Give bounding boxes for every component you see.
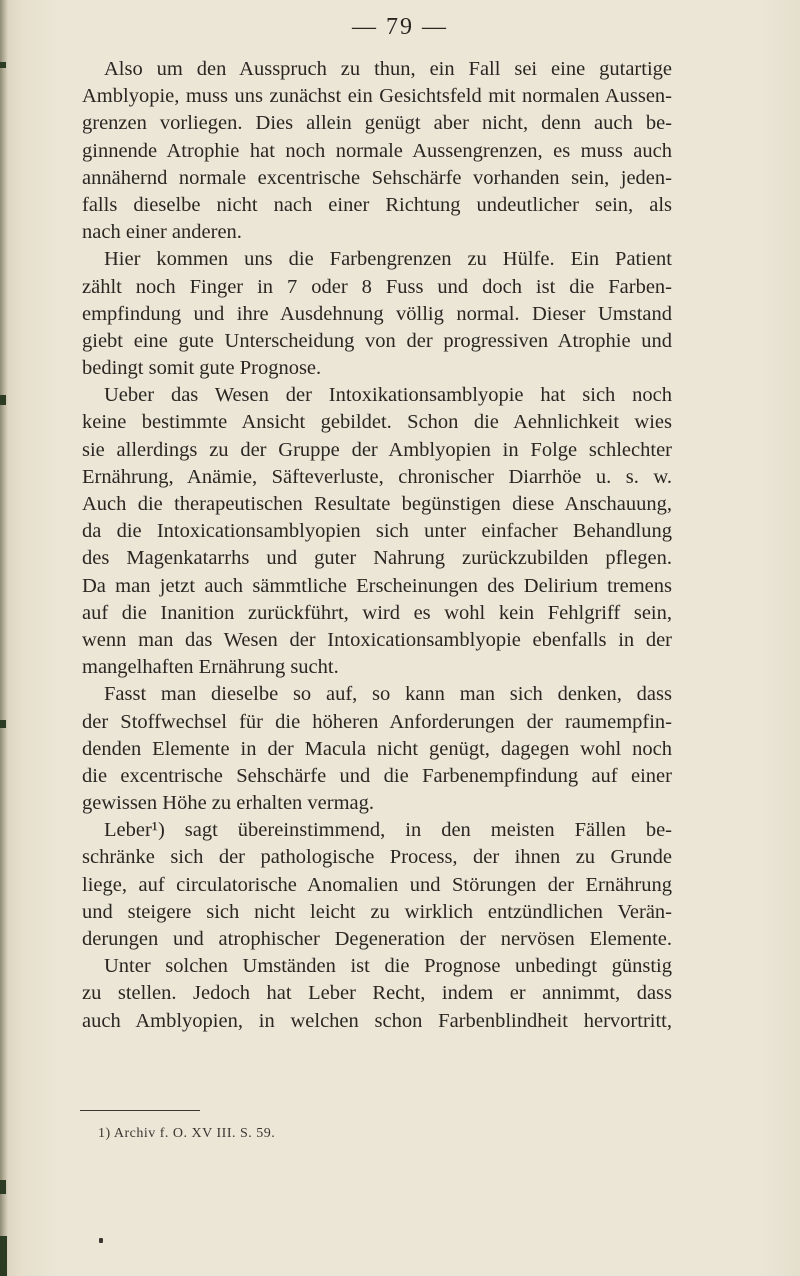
text-line: zu stellen. Jedoch hat Leber Recht, indem er annimmt, dass: [82, 982, 672, 1005]
footnote-rule: [80, 1110, 200, 1111]
text-line: Leber¹) sagt übereinstimmend, in den meisten Fällen be-: [104, 819, 672, 842]
text-line: Ernährung, Anämie, Säfteverluste, chronischer Diarrhöe u. s. w.: [82, 465, 672, 488]
text-line: gewissen Höhe zu erhalten vermag.: [82, 792, 375, 815]
text-line: giebt eine gute Unterscheidung von der progressiven Atrophie und: [82, 329, 672, 352]
text-line: zählt noch Finger in 7 oder 8 Fuss und doch ist die Farben-: [82, 275, 672, 298]
page-number: — 79 —: [352, 14, 448, 40]
text-line: empfindung und ihre Ausdehnung völlig normal. Dieser Umstand: [82, 302, 672, 325]
text-line: des Magenkatarrhs und guter Nahrung zurückzubilden pflegen.: [82, 547, 672, 570]
text-line: ginnende Atrophie hat noch normale Aussengrenzen, es muss auch: [82, 139, 672, 162]
text-line: bedingt somit gute Prognose.: [82, 357, 322, 380]
footnote: 1) Archiv f. O. XV III. S. 59.: [98, 1126, 276, 1141]
text-line: auf die Inanition zurückführt, wird es wohl kein Fehlgriff sein,: [82, 601, 672, 624]
text-line: grenzen vorliegen. Dies allein genügt aber nicht, denn auch be-: [82, 112, 672, 135]
text-line: und steigere sich nicht leicht zu wirklich entzündlichen Verän-: [82, 900, 672, 923]
text-line: Ueber das Wesen der Intoxikationsamblyopie hat sich noch: [104, 384, 672, 407]
ink-speck: [99, 1238, 103, 1243]
text-line: Hier kommen uns die Farbengrenzen zu Hülfe. Ein Patient: [104, 248, 672, 271]
text-line: Auch die therapeutischen Resultate begünstigen diese Anschauung,: [82, 493, 672, 515]
text-line: annähernd normale excentrische Sehschärfe vorhanden sein, jeden-: [82, 166, 672, 189]
text-line: falls dieselbe nicht nach einer Richtung undeutlicher sein, als: [82, 193, 672, 216]
text-line: schränke sich der pathologische Process, der ihnen zu Grunde: [82, 846, 672, 869]
spine-mark: [0, 395, 6, 405]
spine-mark: [0, 1180, 6, 1194]
text-line: keine bestimmte Ansicht gebildet. Schon die Aehnlichkeit wies: [82, 411, 672, 434]
text-line: mangelhaften Ernährung sucht.: [82, 656, 339, 679]
text-line: Fasst man dieselbe so auf, so kann man sich denken, dass: [104, 683, 672, 706]
text-line: Da man jetzt auch sämmtliche Erscheinungen des Delirium tremens: [82, 574, 672, 597]
text-line: da die Intoxicationsamblyopien sich unter einfacher Behandlung: [82, 520, 672, 543]
text-line: Amblyopie, muss uns zunächst ein Gesichtsfeld mit normalen Aussen-: [82, 85, 672, 108]
spine-mark: [0, 720, 6, 728]
spine-mark: [0, 1236, 7, 1276]
text-line: nach einer anderen.: [82, 221, 242, 244]
text-line: derungen und atrophischer Degeneration der nervösen Elemente.: [82, 928, 672, 950]
text-line: wenn man das Wesen der Intoxicationsamblyopie ebenfalls in der: [82, 628, 672, 651]
text-line: auch Amblyopien, in welchen schon Farbenblindheit hervortritt,: [82, 1009, 672, 1032]
text-line: Also um den Ausspruch zu thun, ein Fall sei eine gutartige: [104, 58, 672, 80]
text-line: der Stoffwechsel für die höheren Anforderungen der raumempfin-: [82, 710, 672, 733]
book-spine-shadow: [0, 0, 8, 1276]
body-text: [82, 56, 672, 1035]
text-line: sie allerdings zu der Gruppe der Amblyopien in Folge schlechter: [82, 438, 672, 461]
text-line: liege, auf circulatorische Anomalien und Störungen der Ernährung: [82, 873, 672, 896]
spine-mark: [0, 62, 6, 68]
text-line: denden Elemente in der Macula nicht genügt, dagegen wohl noch: [82, 737, 672, 760]
text-line: Unter solchen Umständen ist die Prognose unbedingt günstig: [104, 955, 672, 978]
text-line: die excentrische Sehschärfe und die Farbenempfindung auf einer: [82, 764, 672, 787]
